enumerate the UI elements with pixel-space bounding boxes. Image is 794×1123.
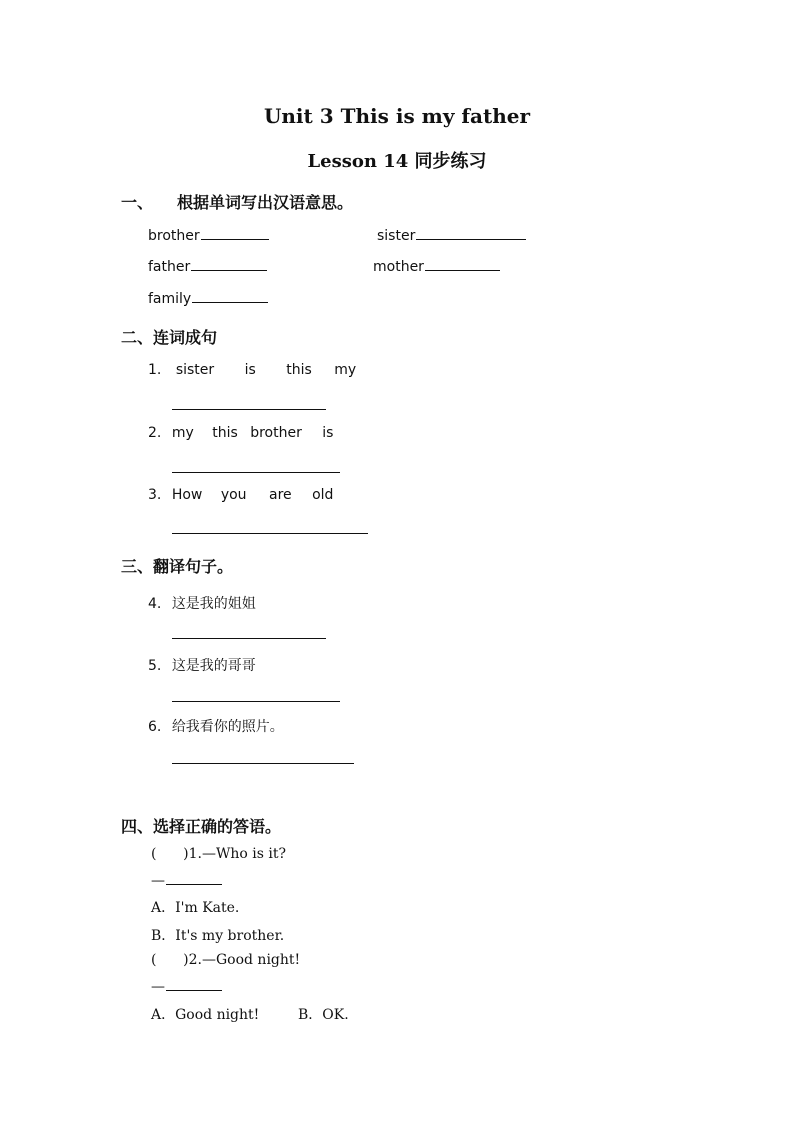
answer-blank[interactable]	[425, 258, 500, 271]
response-blank-2	[151, 978, 222, 995]
scrambled-word: my	[334, 362, 357, 378]
question-text: 1.—Who is it?	[188, 846, 286, 862]
translate-text: 给我看你的照片。	[171, 719, 284, 735]
scrambled-word: you	[220, 487, 247, 503]
dash: —	[151, 979, 165, 995]
reorder-item-1	[148, 362, 356, 378]
vocab-word: father	[148, 259, 191, 275]
scrambled-word: brother	[250, 425, 302, 441]
item-number: 4.	[148, 596, 162, 612]
answer-blank[interactable]	[192, 290, 268, 303]
section1-heading	[121, 190, 353, 213]
answer-blank[interactable]	[201, 227, 269, 240]
answer-line-5[interactable]	[172, 701, 340, 702]
answer-line-4[interactable]	[172, 638, 326, 639]
item-number: 2.	[148, 425, 162, 441]
question-1	[151, 846, 286, 862]
answer-paren[interactable]: ( )	[151, 952, 189, 968]
section2-heading: 二、连词成句	[121, 328, 218, 347]
page-title: Unit 3 This is my father	[263, 104, 531, 128]
answer-blank[interactable]	[416, 227, 526, 240]
vocab-word: brother	[148, 228, 200, 244]
scrambled-word: this	[212, 425, 238, 441]
section3-heading: 三、翻译句子。	[121, 557, 234, 576]
answer-line-6[interactable]	[172, 763, 354, 764]
vocab-item-brother	[148, 227, 269, 244]
item-number: 5.	[148, 658, 162, 674]
scrambled-word: this	[286, 362, 312, 378]
scrambled-word: old	[312, 487, 334, 503]
dash: —	[151, 873, 165, 889]
answer-blank[interactable]	[166, 872, 222, 885]
section1-heading-text: 根据单词写出汉语意思。	[177, 193, 354, 212]
vocab-item-father	[148, 258, 267, 275]
translate-item-5	[148, 655, 256, 675]
vocab-item-family	[148, 290, 268, 307]
answer-blank[interactable]	[166, 978, 222, 991]
option-b-1: B．It's my brother.	[151, 928, 285, 944]
item-number: 6.	[148, 719, 162, 735]
scrambled-word: sister	[175, 362, 215, 378]
translate-item-4	[148, 593, 256, 613]
answer-blank[interactable]	[191, 258, 267, 271]
vocab-word: mother	[373, 259, 424, 275]
scrambled-word: are	[269, 487, 292, 503]
vocab-word: family	[148, 291, 192, 307]
section4-heading: 四、选择正确的答语。	[121, 817, 282, 836]
translate-item-6	[148, 716, 284, 736]
answer-line-3[interactable]	[172, 533, 368, 534]
section1-heading-number: 一、	[121, 193, 154, 212]
reorder-item-2	[148, 425, 333, 441]
item-number: 1.	[148, 362, 162, 378]
answer-paren[interactable]: ( )	[151, 846, 189, 862]
page-subtitle: Lesson 14 同步练习	[307, 151, 487, 172]
question-2	[151, 952, 300, 968]
response-blank-1	[151, 872, 222, 889]
scrambled-word: is	[244, 362, 256, 378]
answer-line-2[interactable]	[172, 472, 340, 473]
option-b-2: B．OK.	[298, 1007, 349, 1023]
translate-text: 这是我的哥哥	[171, 658, 256, 674]
translate-text: 这是我的姐姐	[171, 596, 256, 612]
option-a-1: A．I'm Kate.	[151, 900, 240, 916]
question-text: 2.—Good night!	[188, 952, 301, 968]
item-number: 3.	[148, 487, 162, 503]
vocab-word: sister	[377, 228, 416, 244]
vocab-item-sister	[377, 227, 526, 244]
scrambled-word: my	[171, 425, 194, 441]
reorder-item-3	[148, 487, 333, 503]
vocab-item-mother	[373, 258, 500, 275]
scrambled-word: How	[171, 487, 203, 503]
scrambled-word: is	[322, 425, 334, 441]
answer-line-1[interactable]	[172, 409, 326, 410]
option-a-2: A．Good night!	[151, 1007, 260, 1023]
